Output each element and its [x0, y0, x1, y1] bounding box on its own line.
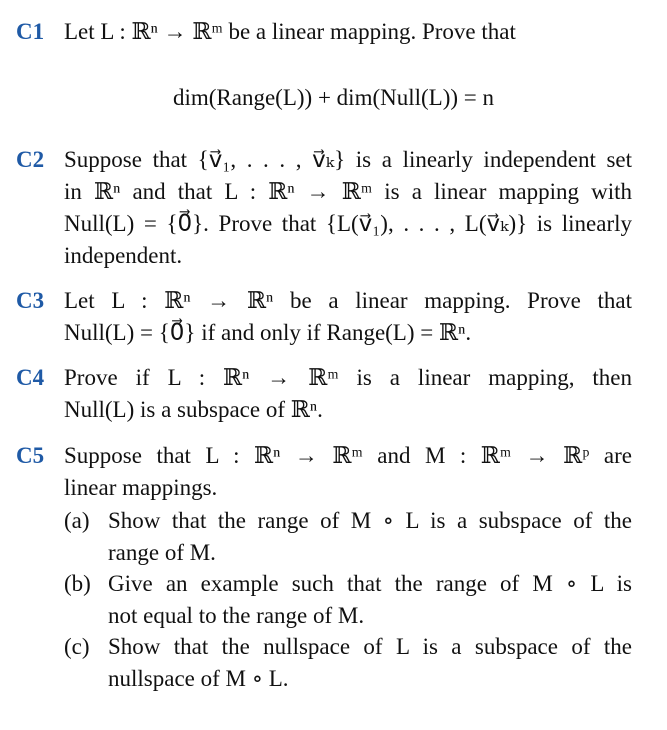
- exercise-label-c2: C2: [16, 147, 45, 172]
- part-tag-b: (b): [64, 571, 91, 596]
- c1-text: Let L : ℝⁿ → ℝᵐ be a linear mapping. Prove that: [64, 19, 516, 44]
- c3-line: Null(L) = {0⃗} if and only if Range(L) = ℝⁿ.: [64, 320, 472, 345]
- part-c-line: nullspace of M ∘ L.: [108, 666, 289, 691]
- part-a-line: range of M.: [108, 540, 216, 565]
- exercise-label-c3: C3: [16, 288, 45, 313]
- c4-text: [64, 362, 632, 426]
- c5-part-a: [64, 505, 632, 569]
- part-b-line: Give an example such that the range of M ∘ L is: [108, 571, 632, 596]
- part-a-line: Show that the range of M ∘ L is a subspace of the: [108, 508, 632, 533]
- exercise-label-c4: C4: [16, 365, 45, 390]
- part-tag-c: (c): [64, 634, 90, 659]
- part-c-line: Show that the nullspace of L is a subspace of the: [108, 634, 632, 659]
- c5-line: linear mappings.: [64, 475, 218, 500]
- c3-line: Let L : ℝⁿ → ℝⁿ be a linear mapping. Prove that: [64, 288, 632, 313]
- c5-line: Suppose that L : ℝⁿ → ℝᵐ and M : ℝᵐ → ℝᵖ are: [64, 443, 632, 468]
- c5-part-b: [64, 568, 632, 632]
- part-b-line: not equal to the range of M.: [108, 603, 365, 628]
- c2-line: independent.: [64, 243, 183, 268]
- c2-text: [64, 144, 632, 272]
- c3-text: [64, 285, 632, 349]
- exercise-label-c5: C5: [16, 443, 45, 468]
- exercise-label-c1: C1: [16, 19, 45, 44]
- c4-line: Prove if L : ℝⁿ → ℝᵐ is a linear mapping, then: [64, 365, 632, 390]
- c1-equation: dim(Range(L)) + dim(Null(L)) = n: [172, 85, 495, 110]
- c2-line: in ℝⁿ and that L : ℝⁿ → ℝᵐ is a linear mapping with: [64, 179, 632, 204]
- c2-line: Suppose that {v⃗₁, . . . , v⃗ₖ} is a linearly independent set: [64, 147, 632, 172]
- c5-text: [64, 440, 632, 504]
- part-tag-a: (a): [64, 508, 90, 533]
- c5-part-c: [64, 631, 632, 695]
- c2-line: Null(L) = {0⃗}. Prove that {L(v⃗₁), . . . , L(v⃗ₖ)} is linearly: [64, 211, 632, 236]
- c4-line: Null(L) is a subspace of ℝⁿ.: [64, 397, 323, 422]
